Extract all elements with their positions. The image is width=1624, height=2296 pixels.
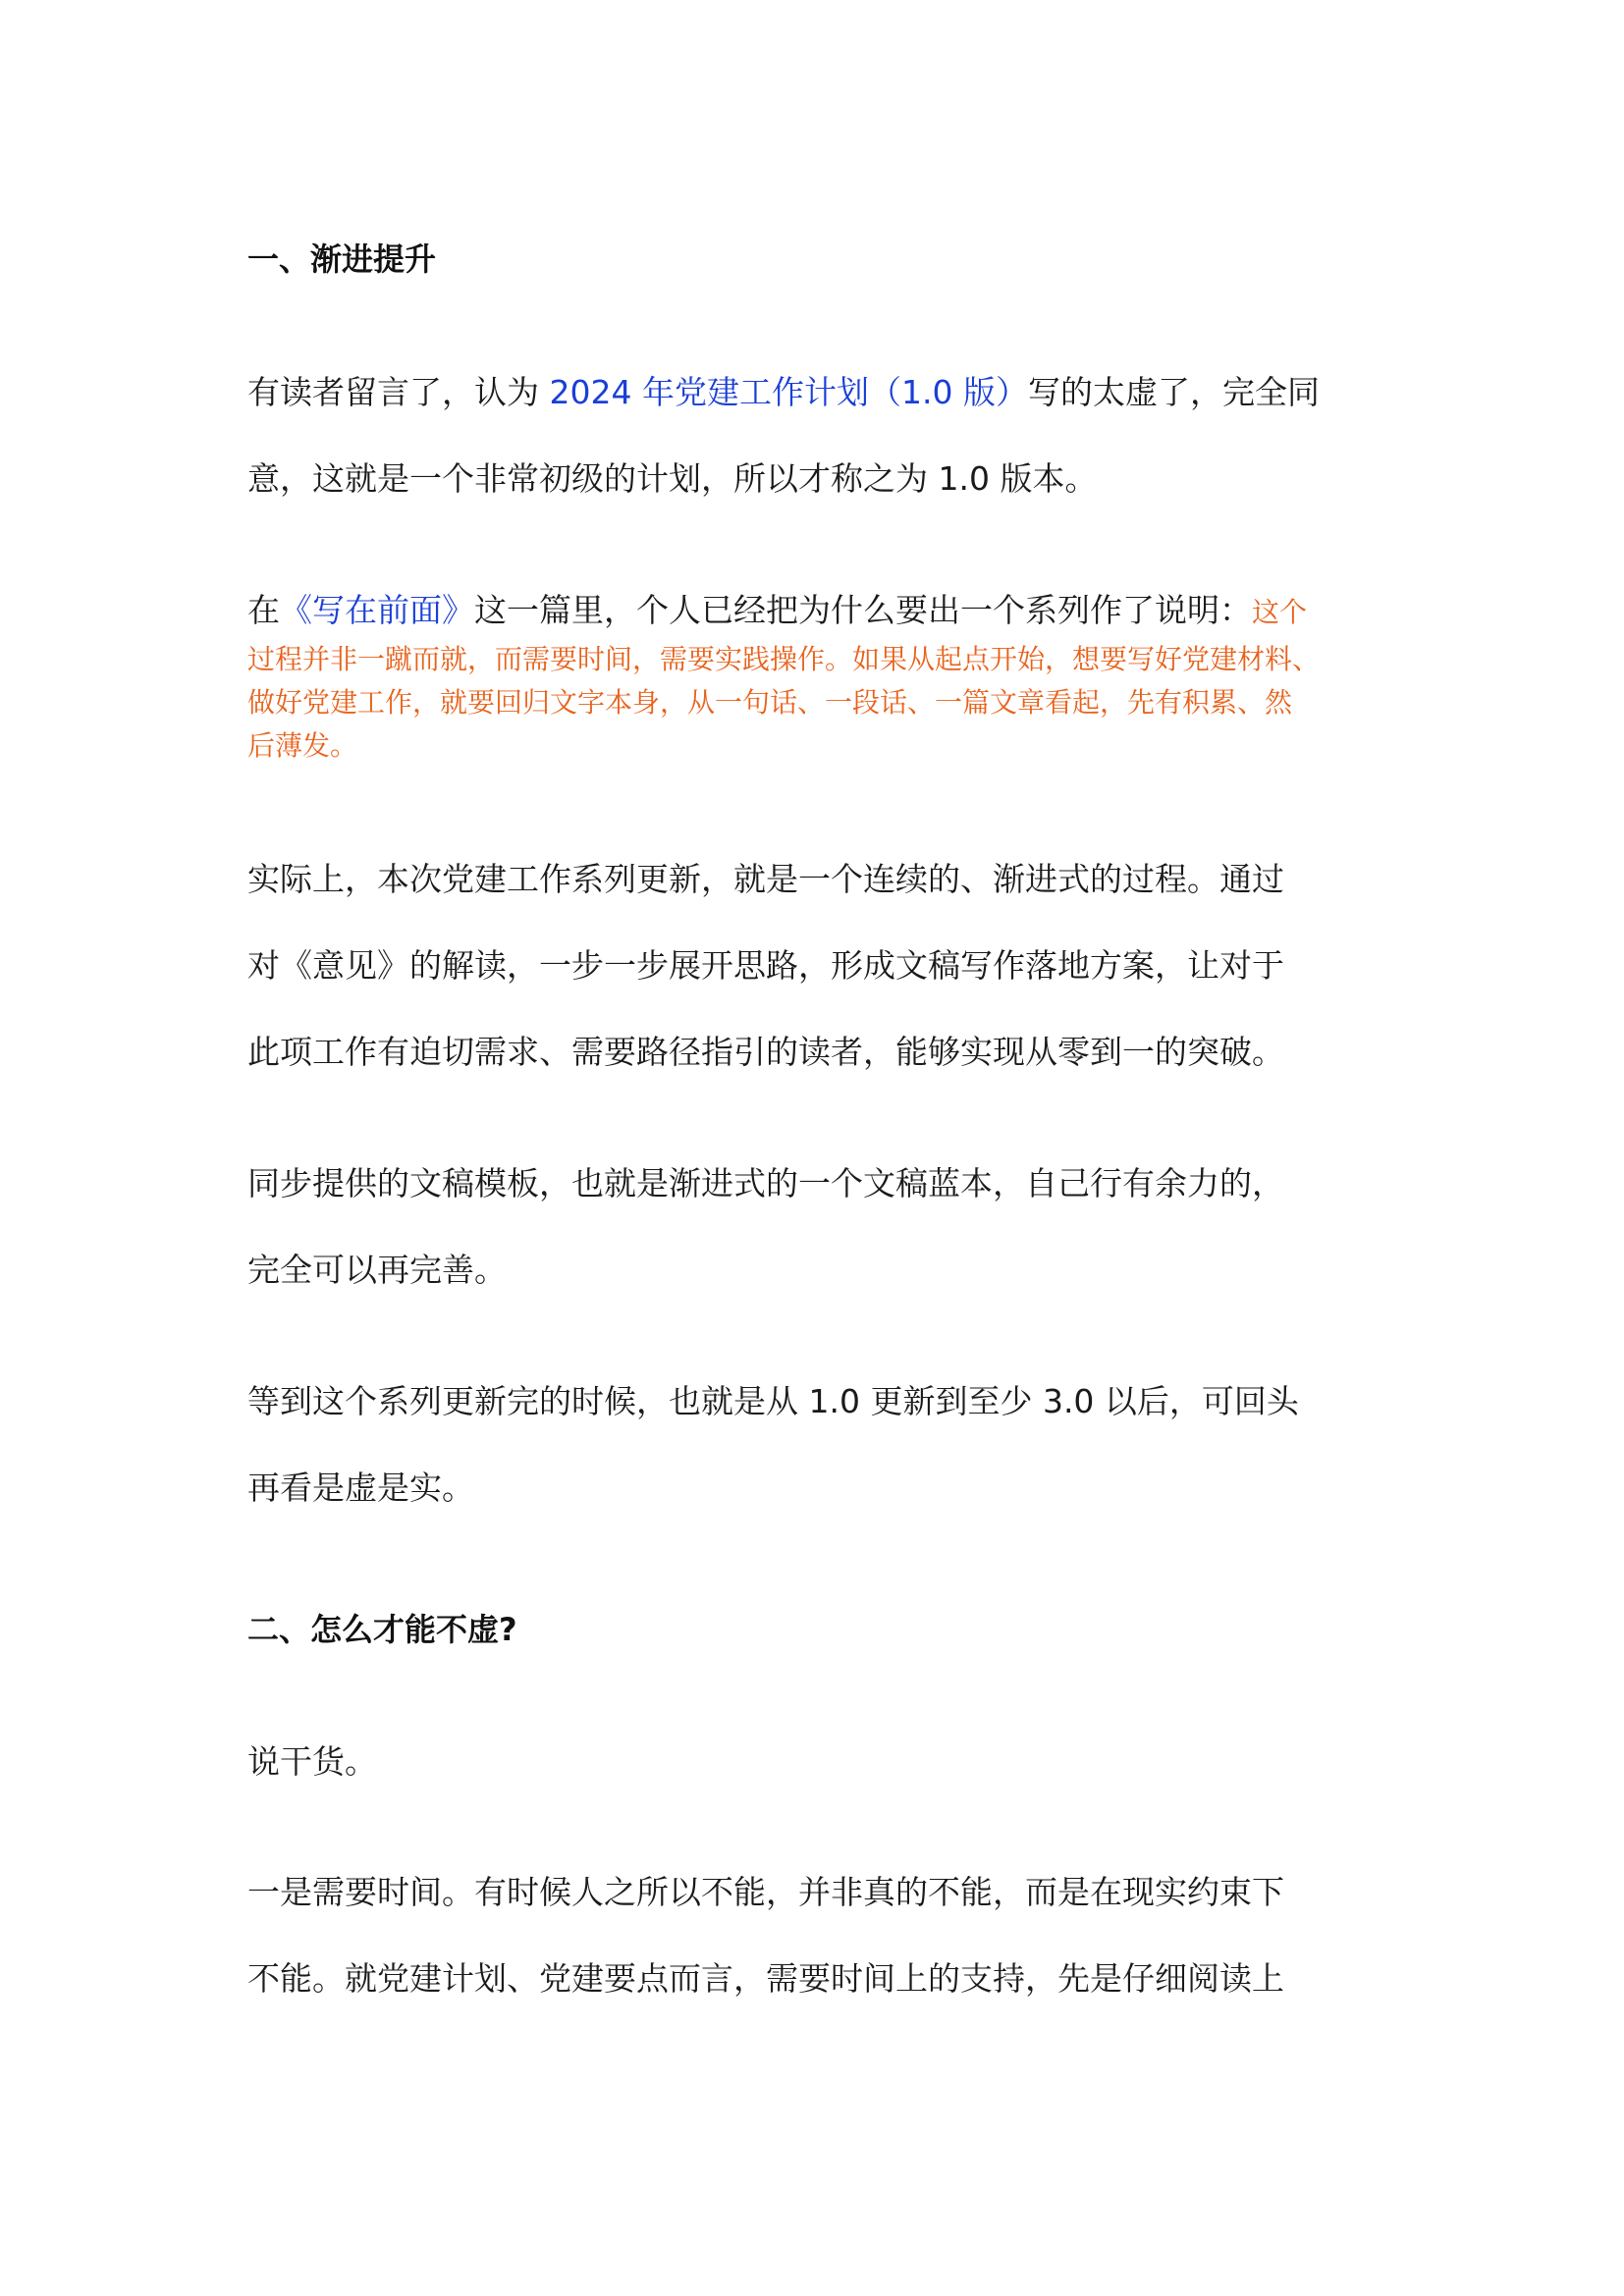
section-2-paragraph-1 (247, 1719, 1386, 1805)
paragraph-3-line-3: 此项工作有迫切需求、需要路径指引的读者，能够实现从零到一的突破。 (247, 1033, 1284, 1071)
foreword-link[interactable]: 《写在前面》 (280, 591, 474, 629)
paragraph-1-line-1 (247, 349, 1386, 436)
paragraph-2 (247, 589, 1386, 768)
paragraph-3-line-1: 实际上，本次党建工作系列更新，就是一个连续的、渐进式的过程。通过 (247, 860, 1284, 898)
section-2-paragraph-1-line: 说干货。 (247, 1742, 377, 1781)
paragraph-1-text-after: 写的太虚了，完全同 (1027, 373, 1320, 411)
paragraph-1-text-before: 有读者留言了，认为 (247, 373, 550, 411)
paragraph-3 (247, 836, 1386, 1095)
paragraph-2-lead: 在 (247, 591, 280, 629)
paragraph-4-line-2: 完全可以再完善。 (247, 1251, 507, 1289)
paragraph-1-line-2: 意，这就是一个非常初级的计划，所以才称之为 1.0 版本。 (247, 459, 1098, 498)
section-2-paragraph-2-line-2: 不能。就党建计划、党建要点而言，需要时间上的支持，先是仔细阅读上 (247, 1959, 1284, 1998)
paragraph-5-line-1: 等到这个系列更新完的时候，也就是从 1.0 更新到至少 3.0 以后，可回头 (247, 1382, 1299, 1420)
paragraph-4 (247, 1141, 1386, 1313)
paragraph-5 (247, 1359, 1386, 1531)
section-heading-1: 一、渐进提升 (247, 240, 437, 278)
quote-line-4: 后薄发。 (247, 729, 358, 762)
plan-link[interactable]: 2024 年党建工作计划（1.0 版） (549, 373, 1028, 411)
section-2-paragraph-2 (247, 1849, 1386, 2022)
paragraph-5-line-2: 再看是虚是实。 (247, 1468, 474, 1507)
paragraph-2-text: 这一篇里，个人已经把为什么要出一个系列作了说明： (474, 591, 1252, 629)
paragraph-4-line-1: 同步提供的文稿模板，也就是渐进式的一个文稿蓝本，自己行有余力的， (247, 1164, 1284, 1202)
quote-start: 这个 (1252, 596, 1308, 628)
quote-line-3: 做好党建工作，就要回归文字本身，从一句话、一段话、一篇文章看起，先有积累、然 (247, 686, 1293, 719)
paragraph-1 (247, 349, 1386, 522)
section-heading-2: 二、怎么才能不虚? (247, 1611, 517, 1648)
paragraph-2-line-1 (247, 589, 1386, 638)
quote-line-2: 过程并非一蹴而就，而需要时间，需要实践操作。如果从起点开始，想要写好党建材料、 (247, 643, 1321, 675)
section-2-paragraph-2-line-1: 一是需要时间。有时候人之所以不能，并非真的不能，而是在现实约束下 (247, 1873, 1284, 1911)
paragraph-3-line-2: 对《意见》的解读，一步一步展开思路，形成文稿写作落地方案，让对于 (247, 946, 1284, 985)
